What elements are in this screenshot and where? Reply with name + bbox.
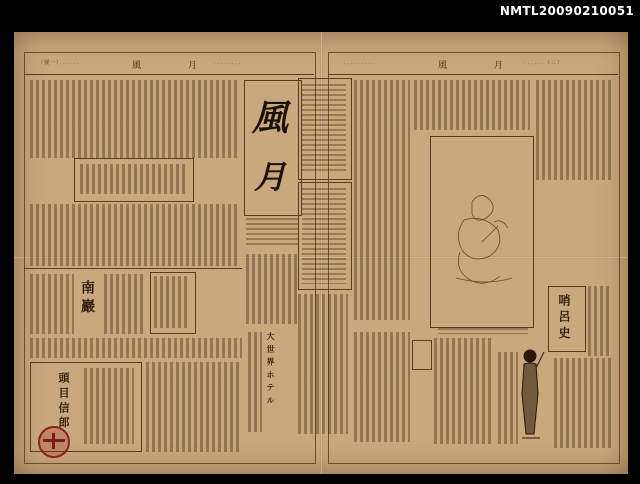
woman-figure-illustration — [512, 342, 552, 452]
right-article-bottom — [554, 358, 612, 448]
left-article-middle — [30, 204, 240, 266]
left-article-top — [30, 80, 240, 158]
left-ad-text — [84, 368, 134, 444]
right-article-1 — [354, 80, 410, 320]
hotel-ad-side — [248, 332, 262, 432]
right-section-heading: 哨 呂 史 — [557, 294, 571, 339]
right-article-5 — [434, 338, 494, 444]
schedule-table-bottom-text — [302, 188, 346, 284]
left-header-rule — [24, 74, 314, 75]
left-small-box-text — [154, 276, 190, 328]
newspaper-sheet — [14, 32, 628, 474]
right-header-issue: ．．．．．．．．． — [344, 60, 379, 66]
left-article-bottom — [146, 362, 242, 452]
schedule-table-top-text — [302, 84, 346, 174]
right-article-2 — [414, 80, 530, 130]
left-ad-title: 頭 目 信 郎 — [57, 372, 70, 428]
left-mid-rule — [24, 268, 242, 269]
archive-watermark: NMTL20090210051 — [499, 4, 634, 18]
left-header-date: （號一）．．．．．． — [38, 60, 84, 66]
right-header-title: 風 月 — [438, 61, 525, 71]
masthead-char-1: 風 — [252, 97, 289, 139]
illustration-caption — [438, 328, 528, 334]
masthead-char-2: 月 — [254, 158, 287, 196]
left-header-issue: ．．．．．．．．． — [214, 60, 249, 66]
right-left-column-text — [298, 294, 348, 434]
right-header-rule — [328, 74, 618, 75]
left-lower-text-2 — [104, 274, 144, 334]
right-article-3 — [536, 80, 612, 180]
right-column-text — [588, 286, 612, 356]
masthead-info — [246, 218, 298, 248]
left-lower-text-3 — [30, 338, 242, 358]
right-small-box — [412, 340, 432, 370]
left-header-title: 風 月 — [132, 61, 219, 71]
seal-stamp — [38, 426, 70, 458]
hotel-ad-text: 大 世 界 ホ テ ル — [266, 332, 276, 405]
right-header-date: ．．．．．．（三） — [524, 60, 564, 66]
left-section-heading: 南 巖 — [79, 280, 95, 313]
left-lower-text-1 — [30, 274, 74, 334]
right-article-4 — [354, 332, 410, 442]
left-boxed-notice-text — [80, 164, 186, 194]
ad-column-text — [246, 254, 298, 324]
figures-illustration — [442, 182, 522, 292]
